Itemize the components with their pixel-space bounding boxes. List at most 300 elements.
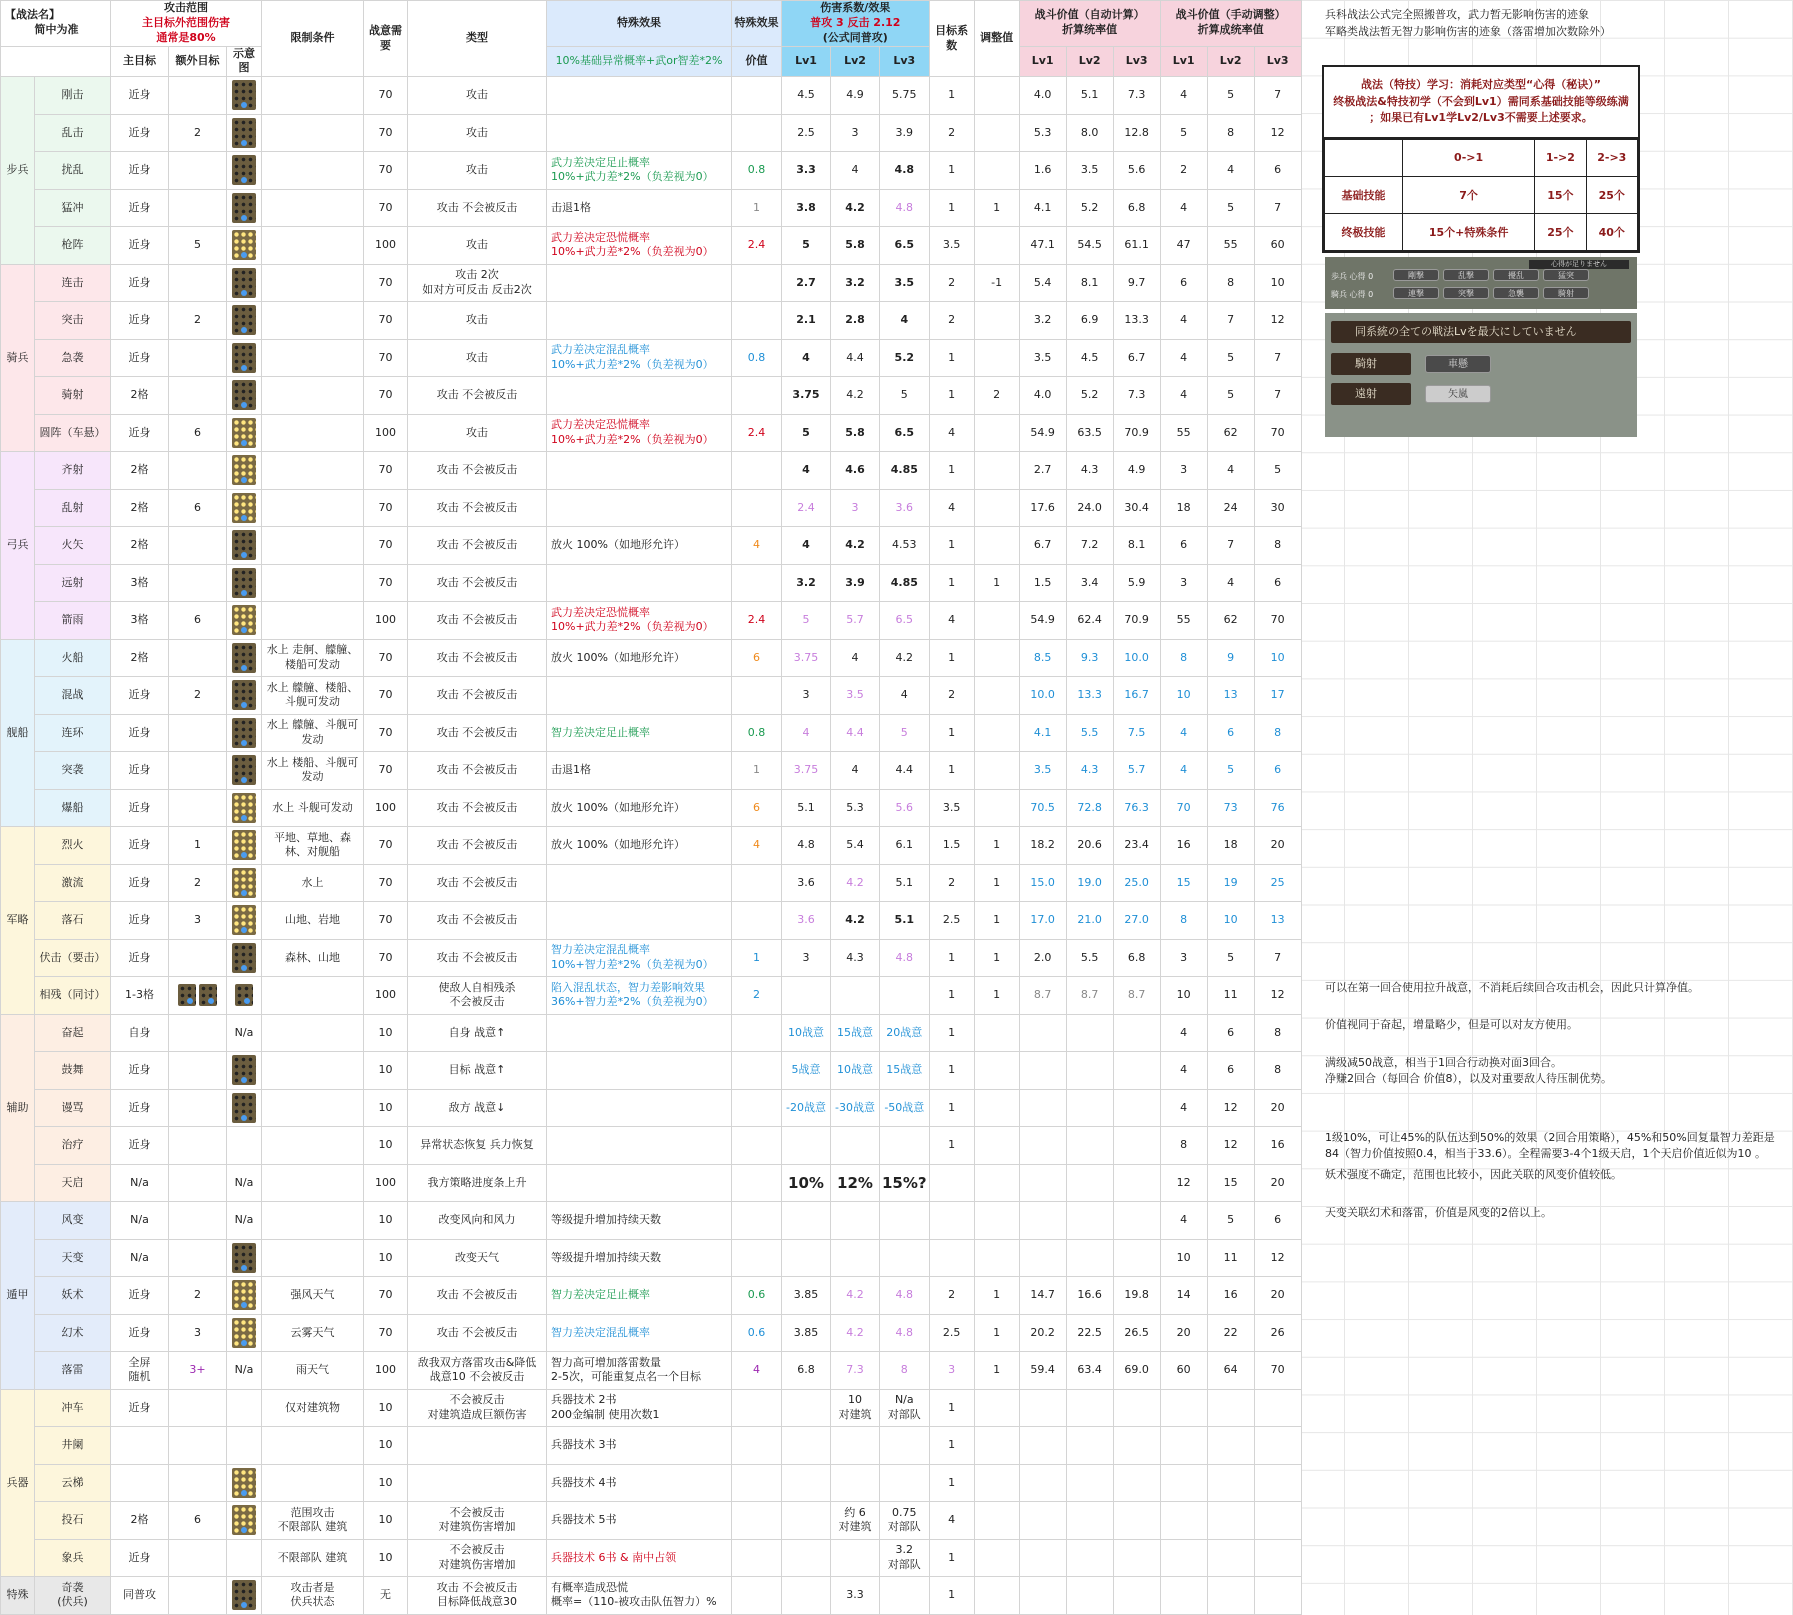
category-sup[interactable]: 辅助	[1, 1014, 35, 1202]
auto-lv2[interactable]: 3.4	[1066, 564, 1113, 602]
target-coef-cell[interactable]: 2	[929, 302, 974, 340]
manual-lv1[interactable]: 3	[1160, 564, 1207, 602]
special-effect-cell[interactable]	[547, 264, 732, 302]
special-effect-cell[interactable]	[547, 1052, 732, 1090]
auto-lv1[interactable]	[1019, 1164, 1066, 1202]
value-cell[interactable]	[732, 114, 782, 152]
value-cell[interactable]	[732, 1502, 782, 1540]
manual-lv2[interactable]	[1207, 1577, 1254, 1615]
manual-lv1[interactable]: 6	[1160, 264, 1207, 302]
auto-lv3[interactable]: 5.9	[1113, 564, 1160, 602]
type-cell[interactable]: 攻击 不会被反击	[408, 602, 547, 640]
damage-lv2[interactable]	[831, 977, 880, 1015]
restriction-cell[interactable]	[262, 114, 364, 152]
category-dun[interactable]: 遁甲	[1, 1202, 35, 1390]
morale-cell[interactable]: 70	[364, 152, 408, 190]
damage-lv3[interactable]: 4	[880, 302, 930, 340]
damage-lv3[interactable]: 6.5	[880, 227, 930, 265]
range-diagram[interactable]	[227, 1314, 262, 1352]
tactic-name[interactable]: 突袭	[35, 752, 111, 790]
restriction-cell[interactable]: 森林、山地	[262, 939, 364, 977]
value-cell[interactable]	[732, 902, 782, 940]
manual-lv3[interactable]: 8	[1254, 1014, 1301, 1052]
manual-lv1[interactable]	[1160, 1389, 1207, 1427]
manual-lv2[interactable]: 4	[1207, 452, 1254, 490]
morale-cell[interactable]: 10	[364, 1014, 408, 1052]
manual-lv1[interactable]: 47	[1160, 227, 1207, 265]
target-coef-header[interactable]: 目标系数	[929, 1, 974, 77]
target-coef-cell[interactable]: 1	[929, 1577, 974, 1615]
type-cell[interactable]: 自身 战意↑	[408, 1014, 547, 1052]
target-coef-cell[interactable]: 1	[929, 939, 974, 977]
auto-lv1[interactable]	[1019, 1389, 1066, 1427]
adjust-cell[interactable]: 1	[974, 1277, 1019, 1315]
special-value-header[interactable]: 特殊效果	[732, 1, 782, 47]
damage-lv1[interactable]	[782, 977, 831, 1015]
manual-lv2[interactable]: 11	[1207, 977, 1254, 1015]
damage-lv3[interactable]: 4.8	[880, 939, 930, 977]
category-inf[interactable]: 步兵	[1, 77, 35, 265]
damage-lv3[interactable]: 3.2 对部队	[880, 1539, 930, 1577]
manual-lv1[interactable]: 8	[1160, 902, 1207, 940]
auto-lv3[interactable]: 19.8	[1113, 1277, 1160, 1315]
extra-target-cell[interactable]: 3	[169, 902, 227, 940]
type-cell[interactable]: 攻击	[408, 152, 547, 190]
manual-lv2[interactable]: 6	[1207, 1052, 1254, 1090]
type-cell[interactable]: 攻击 不会被反击	[408, 677, 547, 715]
auto-lv1[interactable]	[1019, 1127, 1066, 1165]
tactic-name[interactable]: 天变	[35, 1239, 111, 1277]
main-target-cell[interactable]: N/a	[111, 1239, 169, 1277]
manual-lv1[interactable]: 60	[1160, 1352, 1207, 1390]
manual-lv1[interactable]: 10	[1160, 677, 1207, 715]
auto-lv3[interactable]: 76.3	[1113, 789, 1160, 827]
damage-lv3[interactable]	[880, 1127, 930, 1165]
range-diagram[interactable]	[227, 414, 262, 452]
damage-lv1[interactable]: 5.1	[782, 789, 831, 827]
value-cell[interactable]	[732, 677, 782, 715]
damage-lv2[interactable]: 4.2	[831, 527, 880, 565]
manual-lv2[interactable]: 6	[1207, 714, 1254, 752]
value-cell[interactable]	[732, 1464, 782, 1502]
ultimate-cost-1[interactable]: 15个+特殊条件	[1403, 213, 1535, 250]
extra-target-cell[interactable]	[169, 1577, 227, 1615]
extra-target-cell[interactable]	[169, 452, 227, 490]
auto-lv2[interactable]: 8.0	[1066, 114, 1113, 152]
tactic-name[interactable]: 箭雨	[35, 602, 111, 640]
damage-lv1[interactable]: 5	[782, 414, 831, 452]
damage-lv1[interactable]: 5战意	[782, 1052, 831, 1090]
restriction-cell[interactable]	[262, 1427, 364, 1465]
special-effect-cell[interactable]: 等级提升增加持续天数	[547, 1202, 732, 1240]
restriction-cell[interactable]: 仅对建筑物	[262, 1389, 364, 1427]
restriction-cell[interactable]	[262, 1014, 364, 1052]
adjust-cell[interactable]	[974, 414, 1019, 452]
auto-lv2[interactable]	[1066, 1014, 1113, 1052]
auto-lv3[interactable]	[1113, 1014, 1160, 1052]
damage-lv2[interactable]: 3.9	[831, 564, 880, 602]
extra-target-cell[interactable]	[169, 1202, 227, 1240]
target-coef-cell[interactable]	[929, 1202, 974, 1240]
auto-lv2[interactable]: 5.2	[1066, 377, 1113, 415]
special-effect-cell[interactable]: 兵器技术 4书	[547, 1464, 732, 1502]
restriction-cell[interactable]: 水上 艨艟、斗舰可 发动	[262, 714, 364, 752]
restriction-cell[interactable]: 强风天气	[262, 1277, 364, 1315]
tactic-name[interactable]: 鼓舞	[35, 1052, 111, 1090]
value-cell[interactable]	[732, 77, 782, 115]
damage-lv3[interactable]: 8	[880, 1352, 930, 1390]
special-effect-cell[interactable]	[547, 564, 732, 602]
damage-lv3[interactable]	[880, 1464, 930, 1502]
main-target-cell[interactable]: 近身	[111, 114, 169, 152]
manual-lv1-header[interactable]: Lv1	[1160, 46, 1207, 77]
type-cell[interactable]: 不会被反击 对建筑伤害增加	[408, 1502, 547, 1540]
auto-lv3[interactable]: 8.7	[1113, 977, 1160, 1015]
auto-lv3[interactable]: 6.8	[1113, 939, 1160, 977]
special-effect-cell[interactable]: 放火 100%（如地形允许）	[547, 639, 732, 677]
auto-lv2[interactable]: 63.5	[1066, 414, 1113, 452]
value-cell[interactable]	[732, 1539, 782, 1577]
auto-lv2[interactable]	[1066, 1577, 1113, 1615]
value-cell[interactable]	[732, 1052, 782, 1090]
special-effect-cell[interactable]: 智力高可增加落雷数量 2-5次，可能重复点名一个目标	[547, 1352, 732, 1390]
range-diagram[interactable]: N/a	[227, 1202, 262, 1240]
range-diagram[interactable]	[227, 339, 262, 377]
tactic-name[interactable]: 乱击	[35, 114, 111, 152]
main-target-cell[interactable]: 近身	[111, 939, 169, 977]
tactic-name[interactable]: 连击	[35, 264, 111, 302]
auto-lv3[interactable]	[1113, 1464, 1160, 1502]
type-cell[interactable]: 攻击 不会被反击	[408, 639, 547, 677]
tactic-name[interactable]: 烈火	[35, 827, 111, 865]
extra-target-cell[interactable]	[169, 1089, 227, 1127]
value-cell[interactable]	[732, 1089, 782, 1127]
auto-lv1[interactable]: 15.0	[1019, 864, 1066, 902]
range-diagram[interactable]	[227, 114, 262, 152]
auto-lv2[interactable]: 4.3	[1066, 452, 1113, 490]
manual-lv2[interactable]: 5	[1207, 339, 1254, 377]
auto-lv1[interactable]: 8.7	[1019, 977, 1066, 1015]
target-coef-cell[interactable]: 1	[929, 339, 974, 377]
special-effect-cell[interactable]	[547, 1014, 732, 1052]
manual-lv2[interactable]: 16	[1207, 1277, 1254, 1315]
value-cell[interactable]: 2.4	[732, 602, 782, 640]
extra-target-cell[interactable]	[169, 152, 227, 190]
extra-target-cell[interactable]	[169, 939, 227, 977]
auto-lv3[interactable]: 26.5	[1113, 1314, 1160, 1352]
extra-target-cell[interactable]: 6	[169, 414, 227, 452]
tactic-name[interactable]: 火矢	[35, 527, 111, 565]
restriction-cell[interactable]	[262, 227, 364, 265]
restriction-cell[interactable]: 水上 走舸、艨艟、 楼船可发动	[262, 639, 364, 677]
morale-cell[interactable]: 70	[364, 527, 408, 565]
extra-target-cell[interactable]	[169, 1127, 227, 1165]
auto-lv2[interactable]	[1066, 1464, 1113, 1502]
adjust-header[interactable]: 调整值	[974, 1, 1019, 77]
value-header[interactable]: 价值	[732, 46, 782, 77]
type-cell[interactable]: 攻击 不会被反击	[408, 902, 547, 940]
type-cell[interactable]: 攻击 不会被反击	[408, 1277, 547, 1315]
damage-lv1[interactable]: 2.5	[782, 114, 831, 152]
category-cav[interactable]: 骑兵	[1, 264, 35, 452]
auto-lv2[interactable]	[1066, 1502, 1113, 1540]
damage-lv1[interactable]: 3	[782, 677, 831, 715]
auto-lv2[interactable]: 21.0	[1066, 902, 1113, 940]
game-btn[interactable]: 騎射	[1543, 287, 1589, 299]
tactic-name[interactable]: 连环	[35, 714, 111, 752]
target-coef-cell[interactable]: 2	[929, 677, 974, 715]
manual-lv1[interactable]: 4	[1160, 77, 1207, 115]
morale-cell[interactable]: 10	[364, 1089, 408, 1127]
range-diagram[interactable]	[227, 227, 262, 265]
tactic-name[interactable]: 火船	[35, 639, 111, 677]
auto-lv2[interactable]: 5.5	[1066, 939, 1113, 977]
morale-cell[interactable]: 100	[364, 789, 408, 827]
damage-lv1[interactable]: 2.4	[782, 489, 831, 527]
type-cell[interactable]: 攻击	[408, 227, 547, 265]
auto-lv1[interactable]: 4.0	[1019, 377, 1066, 415]
extra-target-cell[interactable]	[169, 527, 227, 565]
restriction-cell[interactable]: 平地、草地、森 林、对舰船	[262, 827, 364, 865]
adjust-cell[interactable]	[974, 1127, 1019, 1165]
restriction-cell[interactable]: 范围攻击 不限部队 建筑	[262, 1502, 364, 1540]
morale-cell[interactable]: 无	[364, 1577, 408, 1615]
tactic-name[interactable]: 治疗	[35, 1127, 111, 1165]
target-coef-cell[interactable]: 2.5	[929, 902, 974, 940]
manual-lv1[interactable]: 4	[1160, 302, 1207, 340]
auto-lv3[interactable]: 61.1	[1113, 227, 1160, 265]
value-cell[interactable]	[732, 1427, 782, 1465]
damage-lv3[interactable]: 5.6	[880, 789, 930, 827]
manual-lv3[interactable]: 7	[1254, 339, 1301, 377]
damage-header[interactable]: 伤害系数/效果 普攻 3 反击 2.12 (公式同普攻)	[782, 1, 930, 47]
type-cell[interactable]: 攻击	[408, 77, 547, 115]
value-cell[interactable]: 4	[732, 827, 782, 865]
target-coef-cell[interactable]: 3.5	[929, 227, 974, 265]
morale-cell[interactable]: 70	[364, 827, 408, 865]
manual-lv3[interactable]: 13	[1254, 902, 1301, 940]
manual-lv2[interactable]	[1207, 1464, 1254, 1502]
damage-lv3[interactable]: 5.1	[880, 864, 930, 902]
damage-lv2[interactable]: 4	[831, 752, 880, 790]
extra-target-cell[interactable]	[169, 564, 227, 602]
damage-lv1[interactable]: 4	[782, 714, 831, 752]
type-cell[interactable]: 攻击 不会被反击	[408, 564, 547, 602]
manual-lv1[interactable]: 8	[1160, 1127, 1207, 1165]
auto-lv3[interactable]: 69.0	[1113, 1352, 1160, 1390]
adjust-cell[interactable]: 1	[974, 1314, 1019, 1352]
auto-lv2[interactable]	[1066, 1389, 1113, 1427]
restriction-cell[interactable]: 攻击者是 伏兵状态	[262, 1577, 364, 1615]
damage-lv2[interactable]: 7.3	[831, 1352, 880, 1390]
category-arc[interactable]: 弓兵	[1, 452, 35, 640]
auto-lv2[interactable]: 6.9	[1066, 302, 1113, 340]
manual-lv3[interactable]: 30	[1254, 489, 1301, 527]
main-target-cell[interactable]: 近身	[111, 264, 169, 302]
manual-lv3[interactable]: 6	[1254, 752, 1301, 790]
auto-lv2[interactable]: 72.8	[1066, 789, 1113, 827]
special-sub-header[interactable]: 10%基础异常概率+武or智差*2%	[547, 46, 732, 77]
main-target-cell[interactable]: 2格	[111, 377, 169, 415]
adjust-cell[interactable]	[974, 489, 1019, 527]
manual-lv2[interactable]: 11	[1207, 1239, 1254, 1277]
manual-lv3[interactable]: 20	[1254, 1277, 1301, 1315]
value-cell[interactable]	[732, 489, 782, 527]
morale-cell[interactable]: 70	[364, 339, 408, 377]
manual-lv1[interactable]: 10	[1160, 1239, 1207, 1277]
damage-lv2[interactable]: 5.7	[831, 602, 880, 640]
damage-lv1[interactable]: 3.2	[782, 564, 831, 602]
special-effect-cell[interactable]: 放火 100%（如地形允许）	[547, 827, 732, 865]
special-effect-cell[interactable]	[547, 452, 732, 490]
manual-lv1[interactable]: 18	[1160, 489, 1207, 527]
tactic-name[interactable]: 猛冲	[35, 189, 111, 227]
restriction-cell[interactable]	[262, 302, 364, 340]
morale-cell[interactable]: 10	[364, 1539, 408, 1577]
auto-lv3[interactable]: 4.9	[1113, 452, 1160, 490]
range-diagram[interactable]	[227, 377, 262, 415]
morale-cell[interactable]: 70	[364, 677, 408, 715]
manual-lv2[interactable]: 12	[1207, 1089, 1254, 1127]
type-header[interactable]: 类型	[408, 1, 547, 77]
manual-lv3[interactable]: 8	[1254, 527, 1301, 565]
manual-lv1[interactable]: 70	[1160, 789, 1207, 827]
manual-lv1[interactable]: 15	[1160, 864, 1207, 902]
value-cell[interactable]	[732, 377, 782, 415]
manual-lv1[interactable]: 8	[1160, 639, 1207, 677]
manual-lv3[interactable]: 12	[1254, 114, 1301, 152]
special-effect-cell[interactable]: 智力差决定足止概率	[547, 1277, 732, 1315]
type-cell[interactable]: 攻击 不会被反击	[408, 1314, 547, 1352]
game-skill-4[interactable]: 矢嵐	[1425, 385, 1491, 403]
main-target-cell[interactable]: 近身	[111, 1277, 169, 1315]
adjust-cell[interactable]: 1	[974, 189, 1019, 227]
adjust-cell[interactable]: 1	[974, 564, 1019, 602]
morale-cell[interactable]: 100	[364, 602, 408, 640]
category-shp[interactable]: 舰船	[1, 639, 35, 827]
damage-lv1[interactable]: 4.5	[782, 77, 831, 115]
damage-lv3[interactable]: 0.75 对部队	[880, 1502, 930, 1540]
value-cell[interactable]	[732, 1239, 782, 1277]
damage-lv3[interactable]: 20战意	[880, 1014, 930, 1052]
damage-lv3[interactable]: 4.85	[880, 452, 930, 490]
morale-cell[interactable]: 10	[364, 1052, 408, 1090]
special-effect-cell[interactable]: 放火 100%（如地形允许）	[547, 527, 732, 565]
manual-lv3[interactable]: 7	[1254, 939, 1301, 977]
value-cell[interactable]	[732, 302, 782, 340]
target-coef-cell[interactable]: 1	[929, 1389, 974, 1427]
tactic-name[interactable]: 急袭	[35, 339, 111, 377]
damage-lv2[interactable]: -30战意	[831, 1089, 880, 1127]
restriction-cell[interactable]	[262, 602, 364, 640]
restriction-cell[interactable]	[262, 977, 364, 1015]
range-diagram[interactable]	[227, 527, 262, 565]
manual-lv1[interactable]: 6	[1160, 527, 1207, 565]
category-str[interactable]: 军略	[1, 827, 35, 1015]
manual-lv2[interactable]: 4	[1207, 564, 1254, 602]
target-coef-cell[interactable]: 3.5	[929, 789, 974, 827]
damage-lv1[interactable]: 4	[782, 452, 831, 490]
target-coef-cell[interactable]: 1	[929, 977, 974, 1015]
main-target-cell[interactable]: 近身	[111, 902, 169, 940]
damage-lv2[interactable]	[831, 1127, 880, 1165]
damage-lv2[interactable]: 4	[831, 152, 880, 190]
damage-lv1[interactable]: 6.8	[782, 1352, 831, 1390]
range-header[interactable]: 攻击范围 主目标外范围伤害 通常是80%	[111, 1, 262, 47]
damage-lv1[interactable]: 5	[782, 602, 831, 640]
extra-target-cell[interactable]	[169, 339, 227, 377]
type-cell[interactable]: 改变天气	[408, 1239, 547, 1277]
auto-lv3[interactable]	[1113, 1052, 1160, 1090]
auto-lv2[interactable]: 13.3	[1066, 677, 1113, 715]
value-cell[interactable]: 6	[732, 639, 782, 677]
auto-lv1[interactable]	[1019, 1502, 1066, 1540]
main-target-header[interactable]: 主目标	[111, 46, 169, 77]
morale-cell[interactable]: 70	[364, 452, 408, 490]
target-coef-cell[interactable]: 4	[929, 602, 974, 640]
restriction-cell[interactable]	[262, 1052, 364, 1090]
main-target-cell[interactable]: 近身	[111, 1052, 169, 1090]
special-effect-cell[interactable]: 有概率造成恐慌 概率=（110-被攻击队伍智力）%	[547, 1577, 732, 1615]
manual-lv3[interactable]: 20	[1254, 827, 1301, 865]
morale-cell[interactable]: 100	[364, 227, 408, 265]
damage-lv2[interactable]	[831, 1464, 880, 1502]
tactic-name[interactable]: 天启	[35, 1164, 111, 1202]
game-btn[interactable]: 猛突	[1543, 269, 1589, 281]
auto-lv3[interactable]: 8.1	[1113, 527, 1160, 565]
game-skill-1[interactable]: 騎射	[1331, 353, 1411, 375]
manual-lv2[interactable]	[1207, 1539, 1254, 1577]
manual-lv3[interactable]: 70	[1254, 1352, 1301, 1390]
auto-lv1[interactable]: 4.1	[1019, 714, 1066, 752]
manual-lv3[interactable]: 12	[1254, 977, 1301, 1015]
auto-lv2-header[interactable]: Lv2	[1066, 46, 1113, 77]
tactic-name[interactable]: 远射	[35, 564, 111, 602]
manual-lv1[interactable]: 2	[1160, 152, 1207, 190]
morale-cell[interactable]: 70	[364, 939, 408, 977]
damage-lv1[interactable]: 3.85	[782, 1277, 831, 1315]
manual-lv2[interactable]: 8	[1207, 114, 1254, 152]
tactic-name[interactable]: 刚击	[35, 77, 111, 115]
morale-cell[interactable]: 70	[364, 752, 408, 790]
restriction-cell[interactable]	[262, 152, 364, 190]
special-effect-cell[interactable]: 击退1格	[547, 189, 732, 227]
main-target-cell[interactable]: 近身	[111, 827, 169, 865]
auto-lv1[interactable]: 1.5	[1019, 564, 1066, 602]
damage-lv1[interactable]	[782, 1239, 831, 1277]
manual-lv2[interactable]: 12	[1207, 1127, 1254, 1165]
auto-lv3[interactable]: 5.7	[1113, 752, 1160, 790]
adjust-cell[interactable]: -1	[974, 264, 1019, 302]
tactic-name[interactable]: 圆阵（车悬）	[35, 414, 111, 452]
tactic-name[interactable]: 扰乱	[35, 152, 111, 190]
tactic-name[interactable]: 风变	[35, 1202, 111, 1240]
damage-lv1[interactable]: 3.3	[782, 152, 831, 190]
main-target-cell[interactable]: 近身	[111, 77, 169, 115]
manual-lv2-header[interactable]: Lv2	[1207, 46, 1254, 77]
manual-lv3[interactable]: 6	[1254, 1202, 1301, 1240]
auto-lv1[interactable]	[1019, 1539, 1066, 1577]
manual-lv3[interactable]	[1254, 1427, 1301, 1465]
main-target-cell[interactable]: 自身	[111, 1014, 169, 1052]
special-effect-cell[interactable]: 兵器技术 2书 200金编制 使用次数1	[547, 1389, 732, 1427]
special-effect-cell[interactable]: 武力差决定恐慌概率 10%+武力差*2%（负差视为0）	[547, 227, 732, 265]
range-diagram[interactable]	[227, 1502, 262, 1540]
range-diagram[interactable]	[227, 677, 262, 715]
type-cell[interactable]: 我方策略进度条上升	[408, 1164, 547, 1202]
damage-lv3[interactable]: 4.2	[880, 639, 930, 677]
auto-lv1[interactable]	[1019, 1089, 1066, 1127]
